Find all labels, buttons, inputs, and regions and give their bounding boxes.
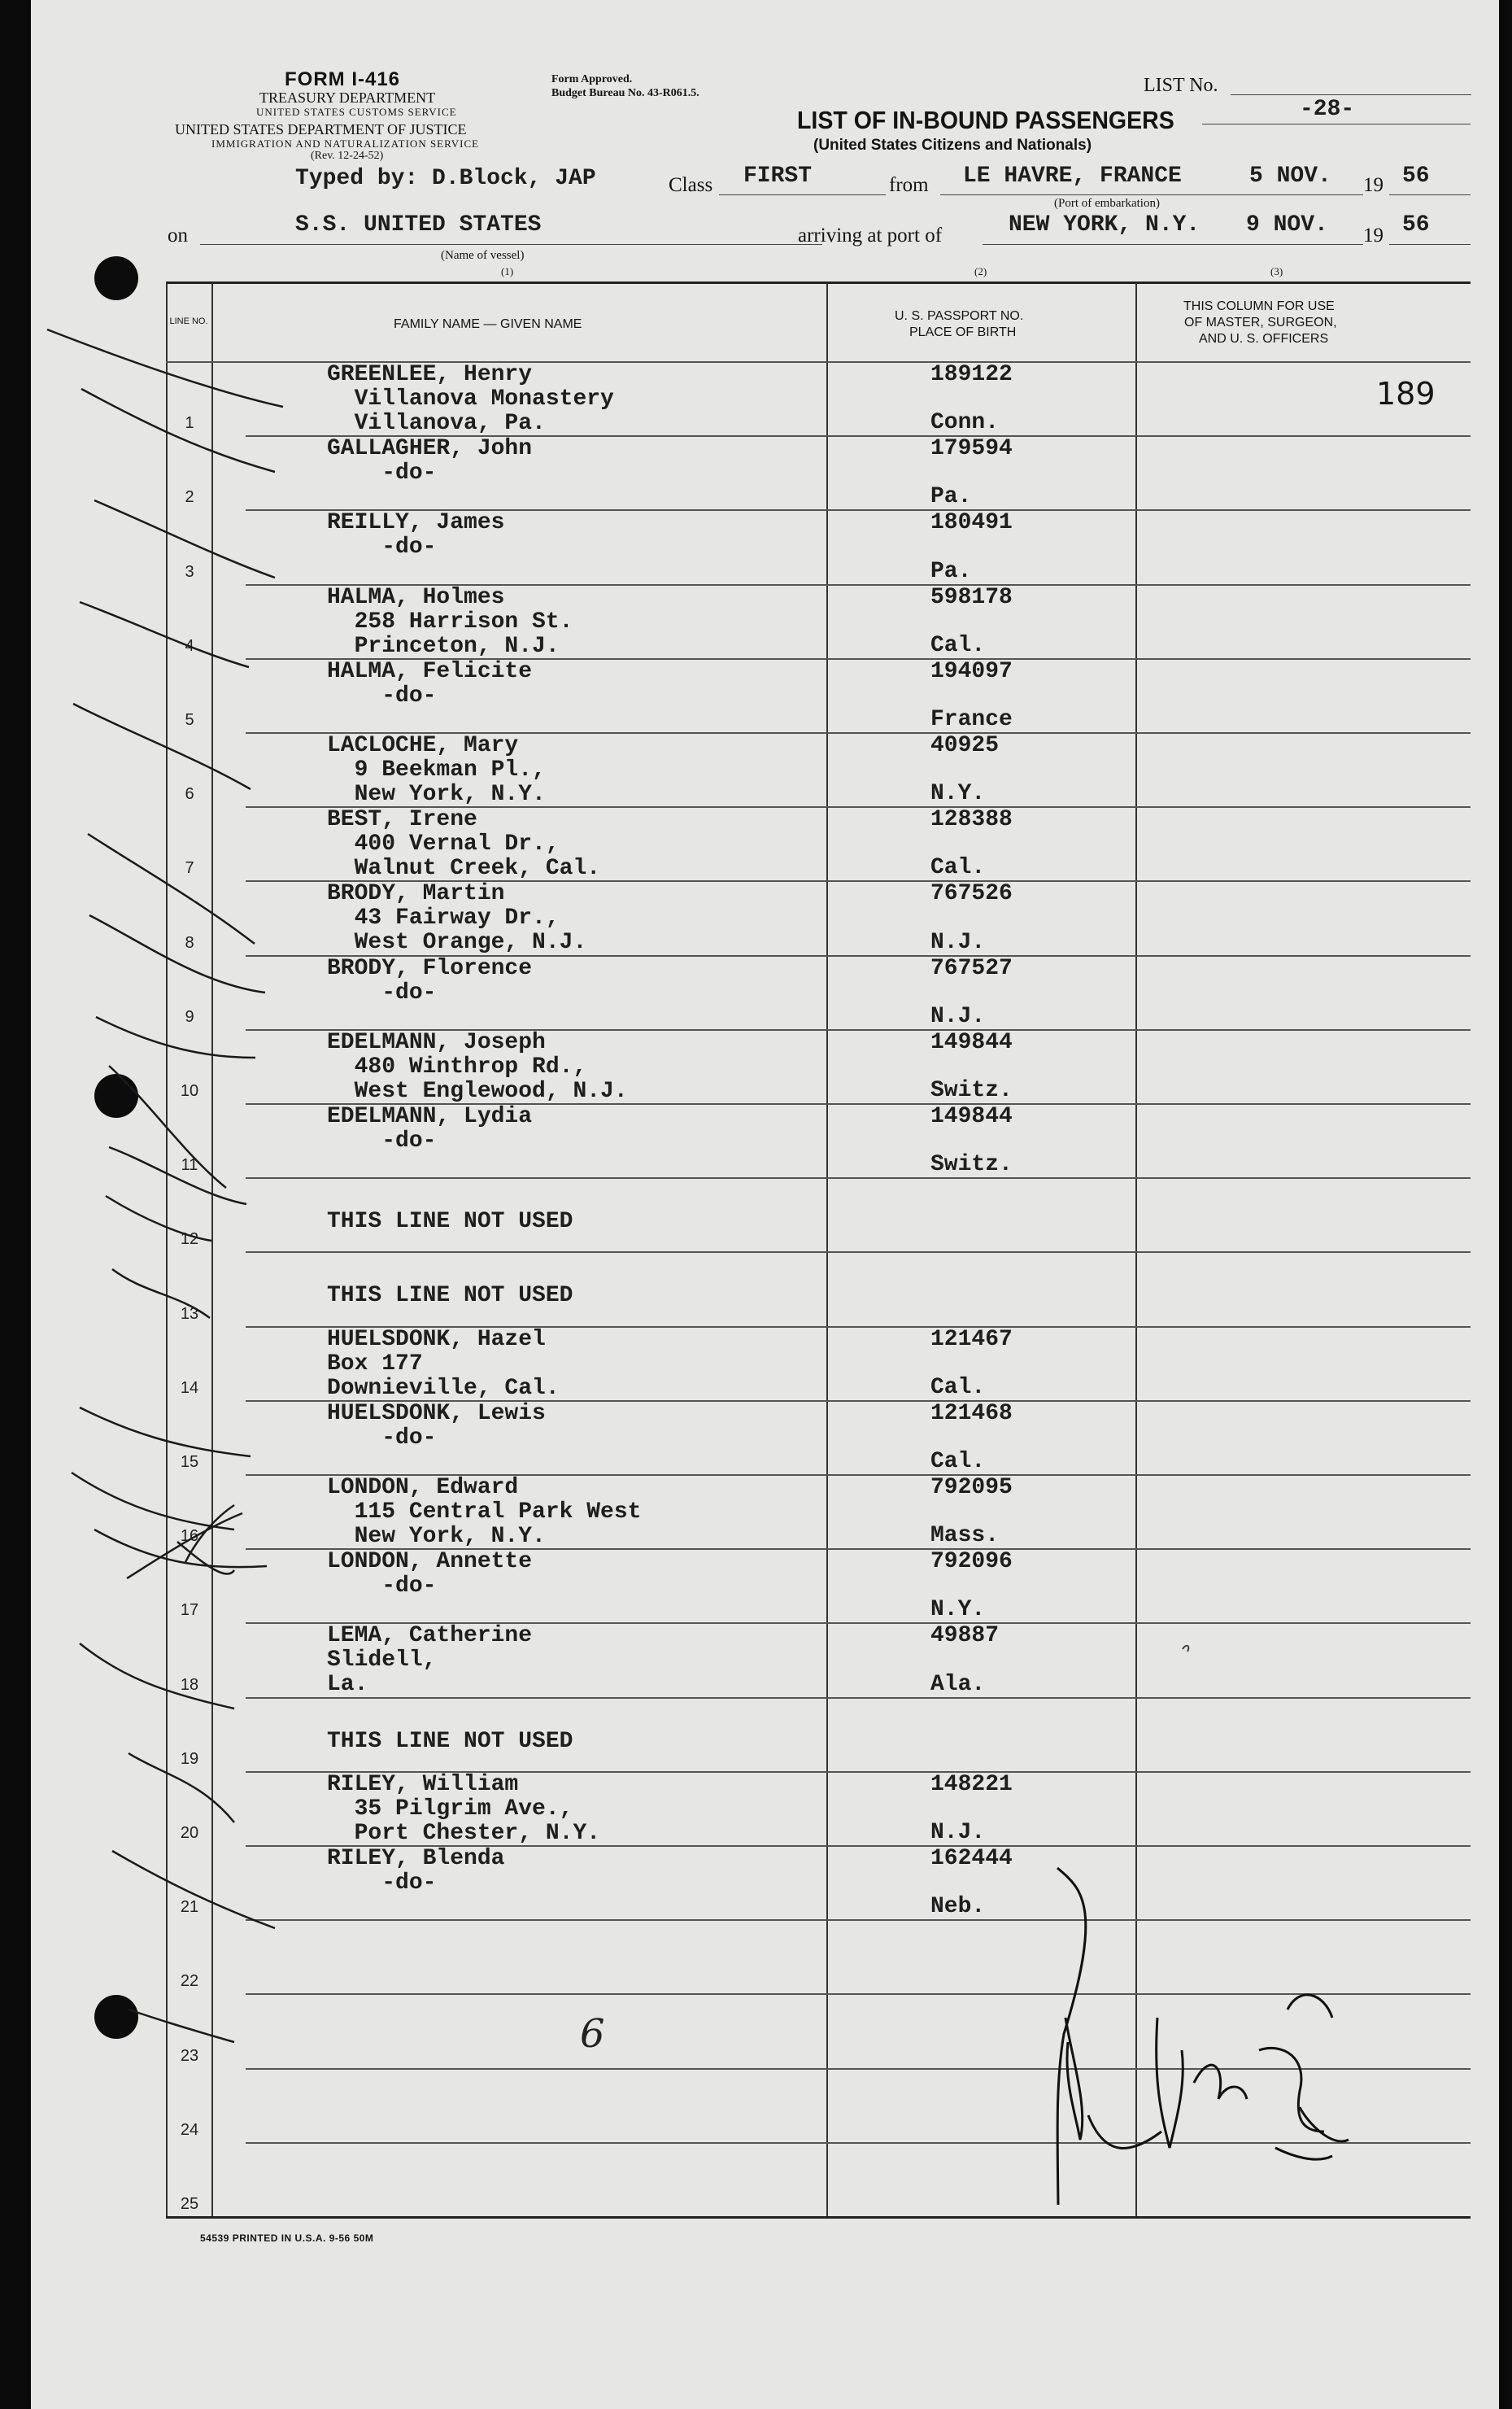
line-number: 23 [180,2046,199,2065]
form-approved: Form Approved. [551,73,633,85]
passenger-address-line: Princeton, N.J. [327,633,560,659]
line-number: 20 [180,1824,199,1842]
passport-number: 767527 [930,955,1013,981]
line-number: 14 [180,1378,199,1397]
passenger-address-line: Downieville, Cal. [327,1375,560,1401]
col-passport-heading-1: U. S. PASSPORT NO. [895,309,1024,323]
passport-number: 121468 [930,1400,1013,1426]
passenger-name: LONDON, Edward [327,1475,519,1500]
passenger-address-line: 9 Beekman Pl., [327,757,546,783]
passport-number: 180491 [930,510,1013,536]
passport-number: 121467 [930,1326,1013,1352]
passport-number: 792095 [930,1475,1013,1500]
place-of-birth: Switz. [930,1152,1013,1178]
document-title: LIST OF IN-BOUND PASSENGERS [797,106,1174,134]
line-number: 9 [185,1007,194,1026]
passport-number: 598178 [930,584,1013,610]
line-number: 8 [185,933,194,952]
passport-number: 189122 [930,362,1013,387]
check-marks [47,329,283,2042]
passenger-address-line: 400 Vernal Dr., [327,831,560,858]
col-line-no-heading: LINE NO. [169,316,208,326]
place-of-birth: Cal. [930,1374,986,1400]
passenger-name: BRODY, Florence [327,955,533,981]
line-number: 1 [185,414,194,433]
port-embark-caption: (Port of embarkation) [1054,197,1160,210]
passport-number: 49887 [930,1623,1000,1649]
passenger-name: THIS LINE NOT USED [327,1209,573,1235]
officer-notation: 189 [1376,376,1436,412]
customs-service: UNITED STATES CUSTOMS SERVICE [256,106,457,118]
passport-number: 179594 [930,436,1013,462]
line-number: 17 [180,1601,199,1620]
col-officers-heading-3: AND U. S. OFFICERS [1199,332,1329,346]
place-of-birth: Cal. [930,632,986,658]
stray-mark [1183,1646,1188,1652]
passport-number: 194097 [930,658,1013,684]
passenger-name: BRODY, Martin [327,881,505,907]
line-number: 19 [180,1749,199,1768]
budget-bureau: Budget Bureau No. 43-R061.5. [551,87,699,99]
passenger-address-line: Walnut Creek, Cal. [327,856,601,882]
departure-year: 56 [1402,164,1430,189]
line-number: 13 [180,1304,199,1323]
line-number: 21 [180,1898,199,1917]
place-of-birth: Neb. [930,1894,986,1920]
passenger-name: HUELSDONK, Hazel [327,1326,546,1352]
passenger-name: RILEY, William [327,1771,519,1797]
place-of-birth: N.J. [930,1003,986,1029]
passenger-name: RILEY, Blenda [327,1846,505,1871]
arrival-year: 56 [1402,212,1430,238]
passenger-address-line: -do- [327,980,437,1006]
passenger-address-line: 43 Fairway Dr., [327,906,560,932]
line-number: 6 [185,785,194,804]
passenger-address-line: -do- [327,1128,437,1154]
passenger-name: LONDON, Annette [327,1549,533,1575]
class-value: FIRST [743,164,813,189]
passenger-address-line: New York, N.Y. [327,782,546,807]
typed-by: Typed by: D.Block, JAP [295,166,596,191]
col1-caption: (1) [501,265,514,277]
line-number: 10 [180,1082,199,1100]
passport-number: 162444 [930,1846,1013,1871]
passenger-address-line: 35 Pilgrim Ave., [327,1796,573,1822]
line-number: 4 [185,636,194,655]
place-of-birth: N.J. [930,1820,986,1845]
passenger-name: THIS LINE NOT USED [327,1283,573,1309]
port-of-embarkation: LE HAVRE, FRANCE [963,164,1182,189]
ins-service: IMMIGRATION AND NATURALIZATION SERVICE [211,137,480,150]
line-number: 12 [180,1230,199,1249]
passenger-address-line: 115 Central Park West [327,1499,642,1525]
line-number: 3 [185,562,194,581]
place-of-birth: Cal. [930,1449,986,1474]
place-of-birth: Switz. [930,1078,1013,1103]
year-prefix-2: 19 [1363,225,1383,247]
place-of-birth: Ala. [930,1671,986,1697]
place-of-birth: Mass. [930,1523,1000,1549]
passenger-name: HALMA, Holmes [327,584,505,610]
printer-imprint: 54539 PRINTED IN U.S.A. 9-56 50M [200,2232,374,2244]
line-number: 18 [180,1675,199,1694]
handwritten-marks [31,0,1499,2409]
passenger-name: EDELMANN, Joseph [327,1029,546,1055]
line-number: 22 [180,1972,199,1991]
list-number: -28- [1300,97,1355,122]
passenger-address-line: Box 177 [327,1351,423,1377]
passenger-name: LACLOCHE, Mary [327,733,519,758]
passenger-name: THIS LINE NOT USED [327,1728,573,1754]
passenger-name: LEMA, Catherine [327,1623,533,1649]
passenger-name: REILLY, James [327,510,505,536]
passenger-address-line: Villanova Monastery [327,386,614,412]
place-of-birth: Cal. [930,855,986,881]
passenger-address-line: New York, N.Y. [327,1524,546,1549]
place-of-birth: Conn. [930,410,1000,436]
passenger-address-line: West Orange, N.J. [327,930,587,956]
line-number: 11 [181,1156,198,1175]
passport-number: 792096 [930,1549,1013,1575]
passport-number: 767526 [930,881,1013,907]
line-number: 2 [185,488,194,507]
line-number: 24 [180,2120,199,2139]
year-prefix: 19 [1363,174,1383,196]
passenger-name: GALLAGHER, John [327,436,533,462]
line-number: 16 [180,1527,199,1546]
form-number: FORM I-416 [285,68,401,90]
place-of-birth: N.Y. [930,1597,986,1623]
line-number: 7 [185,859,194,878]
from-label: from [889,174,929,196]
passenger-name: GREENLEE, Henry [327,362,533,387]
col2-caption: (2) [974,265,987,277]
line-number: 25 [180,2195,199,2213]
manifest-page [31,0,1499,2409]
passenger-address-line: Slidell, [327,1647,437,1674]
place-of-birth: N.Y. [930,781,986,807]
passenger-address-line: -do- [327,1425,437,1451]
passport-number: 149844 [930,1029,1013,1055]
passport-number: 149844 [930,1104,1013,1129]
document-subtitle: (United States Citizens and Nationals) [813,137,1092,154]
passenger-address-line: West Englewood, N.J. [327,1078,628,1104]
arrival-date: 9 NOV. [1246,212,1328,238]
col-officers-heading-1: THIS COLUMN FOR USE [1183,299,1335,313]
place-of-birth: France [930,707,1013,732]
passenger-name: EDELMANN, Lydia [327,1104,533,1129]
vessel-name: S.S. UNITED STATES [295,212,542,238]
line-number: 5 [185,711,194,729]
col-passport-heading-2: PLACE OF BIRTH [909,325,1017,339]
passport-number: 128388 [930,807,1013,833]
vessel-caption: (Name of vessel) [441,249,525,262]
handwritten-count: 6 [580,2011,605,2057]
treasury-dept: TREASURY DEPARTMENT [259,89,436,106]
col-officers-heading-2: OF MASTER, SURGEON, [1184,316,1337,329]
officer-signature [1057,1868,1349,2205]
class-label: Class [669,174,713,196]
passenger-address-line: -do- [327,535,437,561]
passenger-name: HUELSDONK, Lewis [327,1400,546,1426]
on-label: on [168,225,188,247]
passenger-address-line: 480 Winthrop Rd., [327,1054,587,1080]
passenger-address-line: -do- [327,1573,437,1599]
place-of-birth: N.J. [930,929,986,955]
passenger-name: HALMA, Felicite [327,658,533,684]
passenger-address-line: -do- [327,683,437,709]
revision: (Rev. 12-24-52) [311,150,384,162]
col-name-heading: FAMILY NAME — GIVEN NAME [394,317,582,331]
passenger-name: BEST, Irene [327,807,477,833]
passenger-address-line: Villanova, Pa. [327,411,546,436]
place-of-birth: Pa. [930,558,972,584]
justice-dept: UNITED STATES DEPARTMENT OF JUSTICE [175,121,467,137]
line-number: 15 [180,1453,199,1471]
arrival-port: NEW YORK, N.Y. [1009,212,1200,238]
place-of-birth: Pa. [930,484,972,510]
passenger-address-line: La. [327,1672,368,1698]
departure-date: 5 NOV. [1249,164,1331,189]
passenger-address-line: 258 Harrison St. [327,609,573,635]
list-no-label: LIST No. [1144,75,1218,96]
passport-number: 40925 [930,733,1000,758]
passenger-address-line: -do- [327,1870,437,1896]
passenger-address-line: Port Chester, N.Y. [327,1820,601,1846]
arriving-label: arriving at port of [798,225,943,247]
passport-number: 148221 [930,1771,1013,1797]
col3-caption: (3) [1270,265,1283,277]
passenger-address-line: -do- [327,460,437,487]
